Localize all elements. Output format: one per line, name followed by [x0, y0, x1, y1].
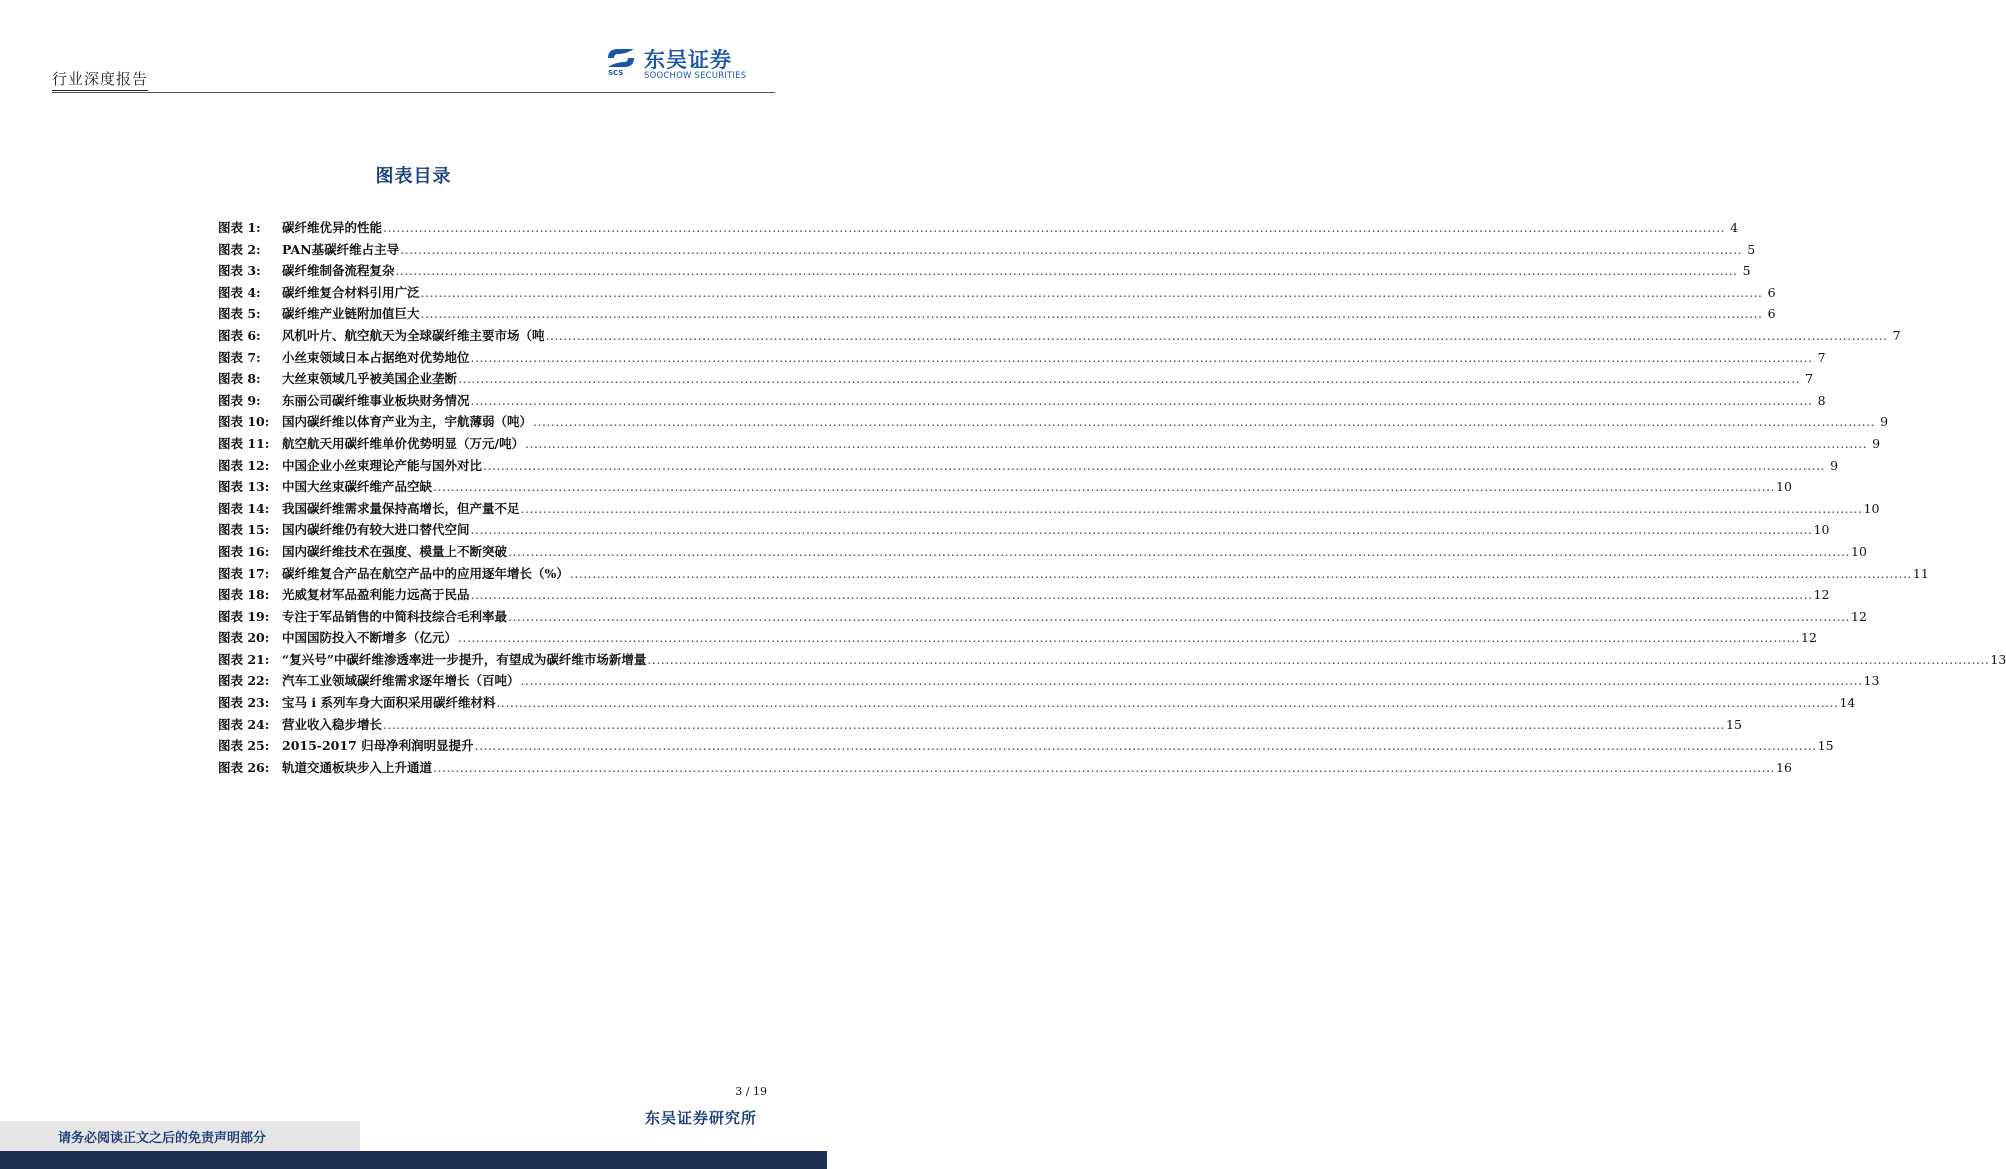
- toc-entry-page: 10: [1813, 522, 1830, 538]
- toc-entry-title: 国内碳纤维以体育产业为主，宇航薄弱（吨）: [282, 414, 533, 430]
- toc-entry-label: 图表 14:: [218, 500, 270, 516]
- toc-entry-page: 12: [1801, 630, 1817, 646]
- logo-name-cn: 东吴证券: [644, 48, 732, 72]
- toc-leader-dots: ............................................................................................................................................................................................................................................................................................................: [545, 327, 1888, 343]
- toc-entry-page: 4: [1730, 220, 1739, 235]
- toc-entry-label: 图表 11:: [218, 435, 270, 451]
- toc-entry-page: 10: [1776, 479, 1792, 495]
- toc-entry[interactable]: [218, 477, 1792, 499]
- logo-name-en: SOOCHOW SECURITIES: [644, 71, 747, 81]
- toc-entry-title: 轨道交通板块步入上升通道: [282, 759, 433, 775]
- toc-entry-label: 图表 2:: [218, 241, 261, 257]
- toc-entry-title: 风机叶片、航空航天为全球碳纤维主要市场（吨: [282, 327, 545, 343]
- toc-leader-dots: ............................................................................................................................................................................................................................................................................................................: [383, 716, 1726, 732]
- toc-entry-title: 碳纤维优异的性能: [282, 220, 383, 235]
- toc-entry[interactable]: [218, 261, 1751, 283]
- toc-entry-title: 宝马 i 系列车身大面积采用碳纤维材料: [282, 695, 496, 711]
- toc-entry[interactable]: [218, 758, 1792, 780]
- toc-entry-title: 东丽公司碳纤维事业板块财务情况: [282, 392, 470, 408]
- toc-entry-page: 9: [1880, 414, 1889, 430]
- toc-entry-page: 5: [1747, 241, 1756, 257]
- toc-entry-title: 碳纤维复合材料引用广泛: [282, 284, 420, 300]
- toc-entry-page: 15: [1817, 738, 1834, 754]
- toc-entry[interactable]: [218, 628, 1817, 650]
- toc-entry-title: 中国国防投入不断增多（亿元）: [282, 630, 458, 646]
- toc-entry-label: 图表 6:: [218, 327, 261, 343]
- toc-entry-label: 图表 8:: [218, 371, 261, 387]
- toc-entry-title: 光威复材军品盈利能力远高于民品: [282, 587, 470, 603]
- toc-leader-dots: ............................................................................................................................................................................................................................................................................................................: [647, 651, 1990, 667]
- toc-entry-page: 12: [1813, 587, 1830, 603]
- toc-entry-page: 15: [1726, 716, 1742, 732]
- toc-entry-title: 中国大丝束碳纤维产品空缺: [282, 479, 433, 495]
- toc-entry-page: 11: [1912, 565, 1929, 581]
- logo-abbreviation: SCS: [608, 69, 624, 77]
- header-divider: [52, 92, 775, 93]
- toc-entry[interactable]: [218, 715, 1742, 737]
- toc-entry-label: 图表 13:: [218, 479, 270, 495]
- toc-entry-page: 7: [1817, 349, 1826, 365]
- toc-entry[interactable]: [218, 412, 1889, 434]
- toc-leader-dots: ............................................................................................................................................................................................................................................................................................................: [520, 500, 1863, 516]
- toc-entry-label: 图表 26:: [218, 759, 270, 775]
- toc-leader-dots: ............................................................................................................................................................................................................................................................................................................: [458, 371, 1801, 387]
- toc-entry-label: 图表 25:: [218, 738, 270, 754]
- toc-leader-dots: ............................................................................................................................................................................................................................................................................................................: [400, 241, 1743, 257]
- toc-entry-page: 10: [1851, 543, 1867, 559]
- toc-entry-label: 图表 5:: [218, 306, 261, 322]
- toc-entry[interactable]: [218, 542, 1867, 564]
- toc-entry[interactable]: [218, 585, 1830, 607]
- toc-leader-dots: ............................................................................................................................................................................................................................................................................................................: [470, 349, 1813, 365]
- toc-leader-dots: ............................................................................................................................................................................................................................................................................................................: [433, 759, 1776, 775]
- toc-entry[interactable]: [218, 434, 1881, 456]
- toc-entry-label: 图表 16:: [218, 543, 270, 559]
- toc-entry[interactable]: [218, 520, 1830, 542]
- company-logo: [604, 44, 776, 82]
- toc-leader-dots: ............................................................................................................................................................................................................................................................................................................: [508, 543, 1851, 559]
- toc-entry-page: 13: [1990, 651, 2006, 667]
- toc-entry[interactable]: [218, 736, 1834, 758]
- toc-leader-dots: ............................................................................................................................................................................................................................................................................................................: [569, 565, 1912, 581]
- toc-entry[interactable]: [218, 391, 1826, 413]
- toc-entry-title: 大丝束领域几乎被美国企业垄断: [282, 371, 458, 387]
- toc-entry-label: 图表 19:: [218, 608, 270, 624]
- toc-entry[interactable]: [218, 326, 1901, 348]
- toc-leader-dots: ............................................................................................................................................................................................................................................................................................................: [420, 306, 1763, 322]
- toc-leader-dots: ............................................................................................................................................................................................................................................................................................................: [420, 284, 1763, 300]
- footer-organization: 东吴证券研究所: [644, 1109, 757, 1127]
- toc-entry-label: 图表 1:: [218, 220, 261, 235]
- toc-leader-dots: ............................................................................................................................................................................................................................................................................................................: [483, 457, 1826, 473]
- toc-leader-dots: ............................................................................................................................................................................................................................................................................................................: [383, 220, 1726, 235]
- toc-entry[interactable]: [218, 564, 1929, 586]
- toc-entry-title: 营业收入稳步增长: [282, 716, 383, 732]
- toc-entry[interactable]: [218, 456, 1839, 478]
- toc-entry-title: 国内碳纤维技术在强度、模量上不断突破: [282, 543, 508, 559]
- toc-entry[interactable]: [218, 369, 1814, 391]
- toc-entry-label: 图表 20:: [218, 630, 270, 646]
- toc-entry-title: 专注于军品销售的中简科技综合毛利率最: [282, 608, 508, 624]
- toc-leader-dots: ............................................................................................................................................................................................................................................................................................................: [525, 435, 1868, 451]
- toc-entry-label: 图表 18:: [218, 587, 270, 603]
- toc-entry-label: 图表 12:: [218, 457, 270, 473]
- toc-entry-title: 汽车工业领域碳纤维需求逐年增长（百吨）: [282, 673, 520, 689]
- toc-entry[interactable]: [218, 671, 1880, 693]
- toc-entry-title: 我国碳纤维需求量保持高增长，但产量不足: [282, 500, 520, 516]
- toc-entry[interactable]: [218, 607, 1867, 629]
- toc-entry-page: 14: [1839, 695, 1856, 711]
- report-type-label: 行业深度报告: [52, 68, 148, 91]
- toc-entry-label: 图表 7:: [218, 349, 261, 365]
- toc-leader-dots: ............................................................................................................................................................................................................................................................................................................: [474, 738, 1817, 754]
- toc-entry-title: 航空航天用碳纤维单价优势明显（万元/吨）: [282, 435, 525, 451]
- toc-entry-page: 9: [1830, 457, 1839, 473]
- toc-leader-dots: ............................................................................................................................................................................................................................................................................................................: [533, 414, 1876, 430]
- toc-entry-page: 7: [1805, 371, 1814, 387]
- toc-entry-label: 图表 4:: [218, 284, 261, 300]
- toc-leader-dots: ............................................................................................................................................................................................................................................................................................................: [470, 522, 1813, 538]
- toc-entry-page: 5: [1742, 263, 1751, 279]
- toc-list: [218, 218, 2006, 779]
- toc-entry-label: 图表 17:: [218, 565, 270, 581]
- toc-entry-label: 图表 10:: [218, 414, 270, 430]
- toc-entry-label: 图表 23:: [218, 695, 270, 711]
- toc-leader-dots: ............................................................................................................................................................................................................................................................................................................: [496, 695, 1839, 711]
- logo-mark-icon: [604, 46, 638, 70]
- toc-entry-title: “复兴号”中碳纤维渗透率进一步提升，有望成为碳纤维市场新增量: [282, 651, 647, 667]
- toc-entry[interactable]: [218, 283, 1776, 305]
- toc-entry-page: 13: [1863, 673, 1880, 689]
- toc-entry-label: 图表 24:: [218, 716, 270, 732]
- toc-entry-title: PAN基碳纤维占主导: [282, 241, 400, 257]
- toc-entry[interactable]: [218, 240, 1756, 262]
- toc-entry-label: 图表 9:: [218, 392, 261, 408]
- toc-entry-title: 碳纤维制备流程复杂: [282, 263, 395, 279]
- toc-entry[interactable]: [218, 499, 1880, 521]
- toc-title: 图表目录: [375, 166, 452, 187]
- toc-entry-label: 图表 22:: [218, 673, 270, 689]
- toc-entry-title: 小丝束领域日本占据绝对优势地位: [282, 349, 470, 365]
- toc-entry[interactable]: [218, 304, 1776, 326]
- toc-leader-dots: ............................................................................................................................................................................................................................................................................................................: [520, 673, 1863, 689]
- toc-entry[interactable]: [218, 650, 2006, 672]
- toc-entry-page: 6: [1767, 306, 1776, 322]
- toc-leader-dots: ............................................................................................................................................................................................................................................................................................................: [470, 587, 1813, 603]
- toc-entry-title: 碳纤维产业链附加值巨大: [282, 306, 420, 322]
- toc-entry-title: 中国企业小丝束理论产能与国外对比: [282, 457, 483, 473]
- toc-leader-dots: ............................................................................................................................................................................................................................................................................................................: [433, 479, 1776, 495]
- toc-entry-page: 9: [1872, 435, 1881, 451]
- toc-entry-page: 12: [1851, 608, 1867, 624]
- toc-entry-label: 图表 3:: [218, 263, 261, 279]
- footer-bar: [0, 1151, 827, 1169]
- toc-entry-title: 2015-2017 归母净利润明显提升: [282, 738, 474, 754]
- toc-entry-page: 6: [1767, 284, 1776, 300]
- toc-entry[interactable]: [218, 693, 1856, 715]
- toc-entry-page: 7: [1892, 327, 1901, 343]
- toc-entry-title: 国内碳纤维仍有较大进口替代空间: [282, 522, 470, 538]
- toc-entry-label: 图表 21:: [218, 651, 270, 667]
- toc-leader-dots: ............................................................................................................................................................................................................................................................................................................: [395, 263, 1738, 279]
- toc-entry[interactable]: [218, 218, 1739, 240]
- toc-leader-dots: ............................................................................................................................................................................................................................................................................................................: [508, 608, 1851, 624]
- toc-leader-dots: ............................................................................................................................................................................................................................................................................................................: [470, 392, 1813, 408]
- toc-entry[interactable]: [218, 348, 1826, 370]
- toc-entry-title: 碳纤维复合产品在航空产品中的应用逐年增长（%）: [282, 565, 569, 581]
- toc-entry-page: 8: [1817, 392, 1826, 408]
- toc-leader-dots: ............................................................................................................................................................................................................................................................................................................: [458, 630, 1801, 646]
- page-number: 3 / 19: [735, 1085, 767, 1098]
- toc-entry-label: 图表 15:: [218, 522, 270, 538]
- footer-disclaimer: 请务必阅读正文之后的免责声明部分: [58, 1131, 267, 1146]
- toc-entry-page: 10: [1863, 500, 1880, 516]
- toc-entry-page: 16: [1776, 759, 1792, 775]
